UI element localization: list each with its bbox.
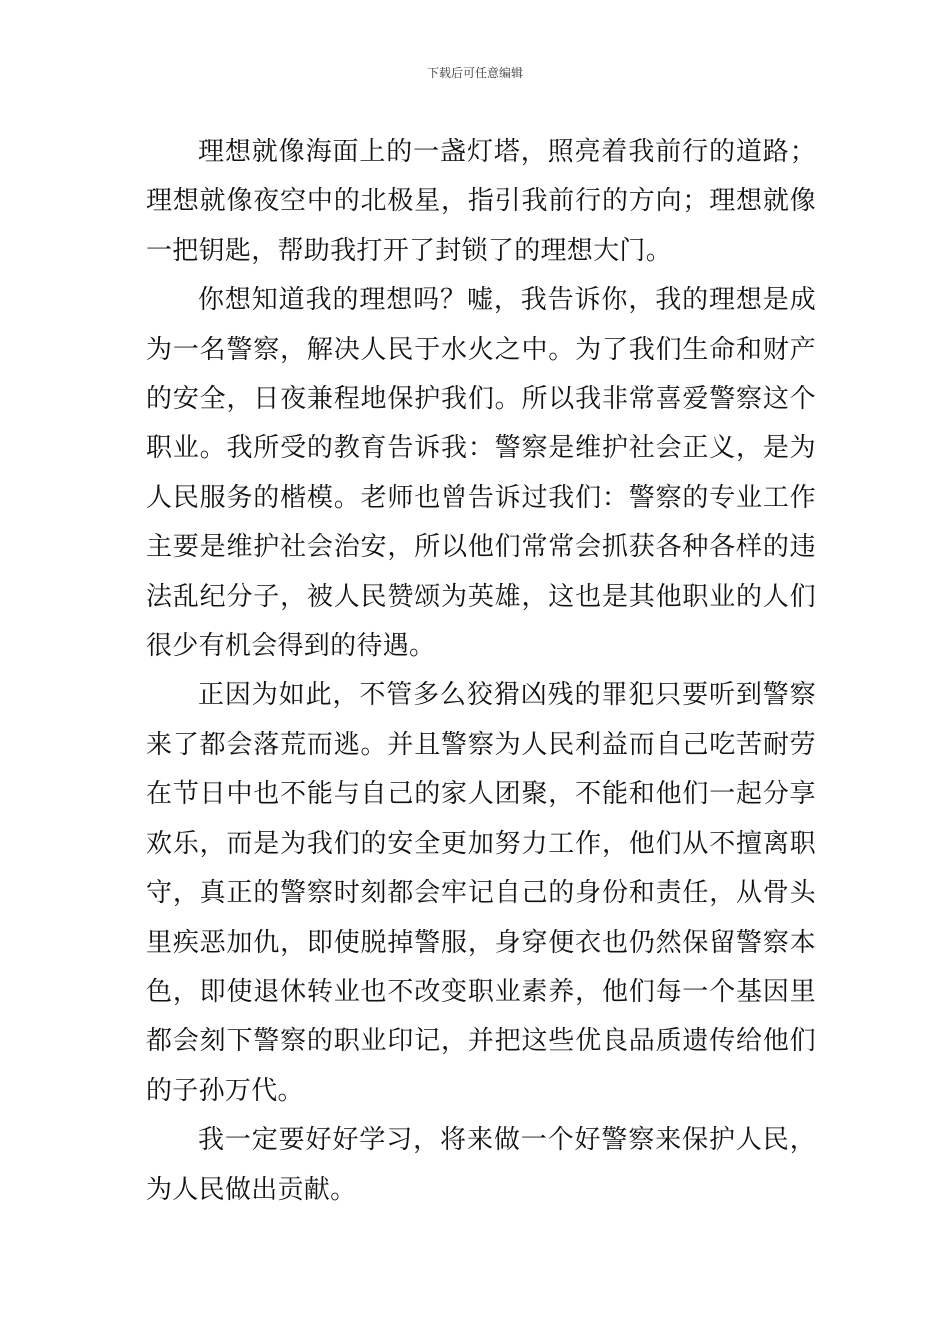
paragraph-3: 正因为如此，不管多么狡猾凶残的罪犯只要听到警察来了都会落荒而逃。并且警察为人民利益而自己吃苦耐劳在节日中也不能与自己的家人团聚，不能和他们一起分享欢乐，而是为我们的安全更加努力工作，他们从不擅离职守，真正的警察时刻都会牢记自己的身份和责任，从骨头里疾恶加仇，即使脱掉警服，身穿便衣也仍然保留警察本色，即使退休转业也不改变职业素养，他们每一个基因里都会刻下警察的职业印记，并把这些优良品质遗传给他们的子孙万代。 <box>146 680 816 1106</box>
page-header: 下载后可任意编辑 <box>426 66 523 80</box>
paragraph-4: 我一定要好好学习，将来做一个好警察来保护人民，为人民做出贡献。 <box>146 1125 816 1205</box>
paragraph-2: 你想知道我的理想吗？嘘，我告诉你，我的理想是成为一名警察，解决人民于水火之中。为了我们生命和财产的安全，日夜兼程地保护我们。所以我非常喜爱警察这个职业。我所受的教育告诉我：警察是维护社会正义，是为人民服务的楷模。老师也曾告诉过我们：警察的专业工作主要是维护社会治安，所以他们常常会抓获各种各样的违法乱纪分子，被人民赞颂为英雄，这也是其他职业的人们很少有机会得到的待遇。 <box>146 285 816 662</box>
document-body <box>146 128 816 1215</box>
paragraph-1: 理想就像海面上的一盏灯塔，照亮着我前行的道路；理想就像夜空中的北极星，指引我前行的方向；理想就像一把钥匙，帮助我打开了封锁了的理想大门。 <box>146 137 816 266</box>
